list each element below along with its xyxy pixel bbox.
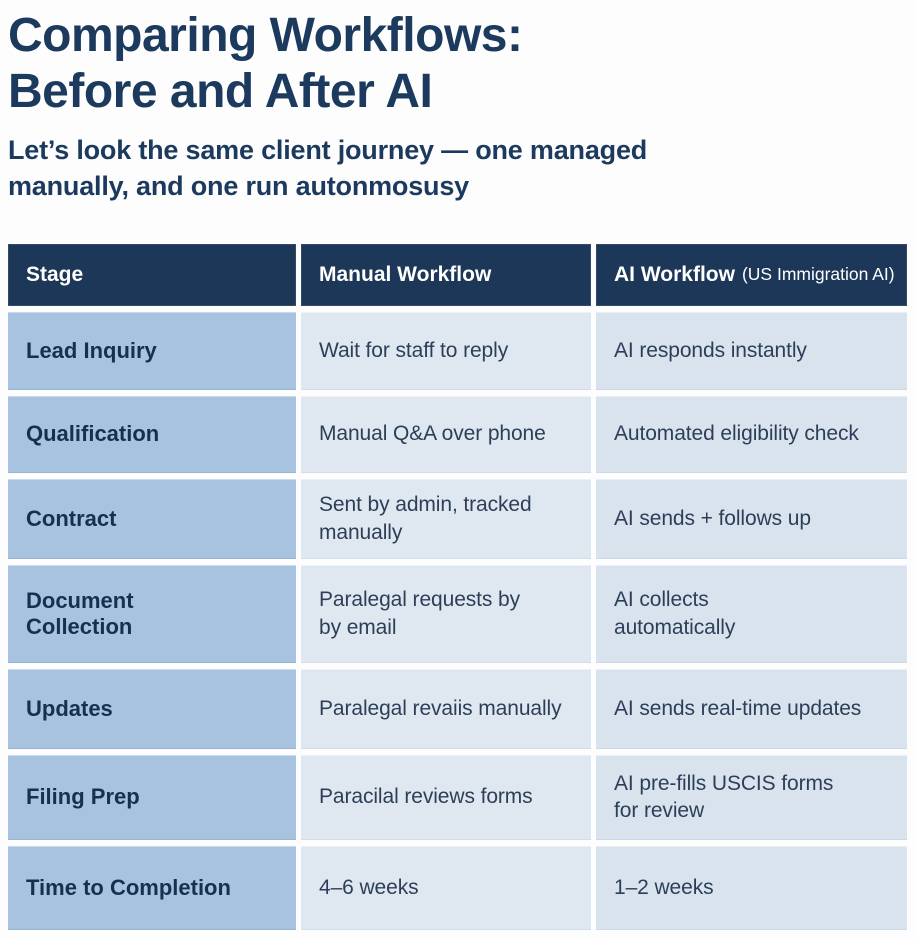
manual-workflow-cell: Paracilal reviews forms — [301, 755, 591, 840]
ai-workflow-note: (US Immigration AI) — [741, 264, 895, 285]
column-header-stage: Stage — [8, 244, 296, 306]
stage-cell: Updates — [8, 669, 296, 749]
ai-workflow-cell: AI collects automatically — [596, 565, 907, 663]
stage-cell: Filing Prep — [8, 755, 296, 840]
stage-cell: Document Collection — [8, 565, 296, 663]
stage-cell: Qualification — [8, 396, 296, 473]
page-title: Comparing Workflows: Before and After AI — [8, 9, 523, 118]
manual-workflow-cell: Manual Q&A over phone — [301, 396, 591, 473]
manual-workflow-cell: Paralegal revaiis manually — [301, 669, 591, 749]
workflow-comparison-table — [8, 244, 907, 930]
page-subtitle: Let’s look the same client journey — one managed manually, and one run autonmosusy — [8, 135, 648, 201]
stage-cell: Contract — [8, 479, 296, 559]
ai-workflow-cell: AI responds instantly — [596, 312, 907, 390]
stage-cell: Time to Completion — [8, 846, 296, 930]
ai-workflow-cell: AI sends real-time updates — [596, 669, 907, 749]
ai-workflow-label: AI Workflow — [614, 262, 735, 286]
column-header-ai-workflow — [596, 244, 907, 306]
ai-workflow-cell: 1–2 weeks — [596, 846, 907, 930]
stage-cell: Lead Inquiry — [8, 312, 296, 390]
column-header-manual-workflow: Manual Workflow — [301, 244, 591, 306]
manual-workflow-cell: Wait for staff to reply — [301, 312, 591, 390]
manual-workflow-cell: Paralegal requests by by email — [301, 565, 591, 663]
ai-workflow-cell: AI sends + follows up — [596, 479, 907, 559]
ai-workflow-cell: Automated eligibility check — [596, 396, 907, 473]
manual-workflow-cell: Sent by admin, tracked manually — [301, 479, 591, 559]
manual-workflow-cell: 4–6 weeks — [301, 846, 591, 930]
ai-workflow-cell: AI pre-fills USCIS forms for review — [596, 755, 907, 840]
